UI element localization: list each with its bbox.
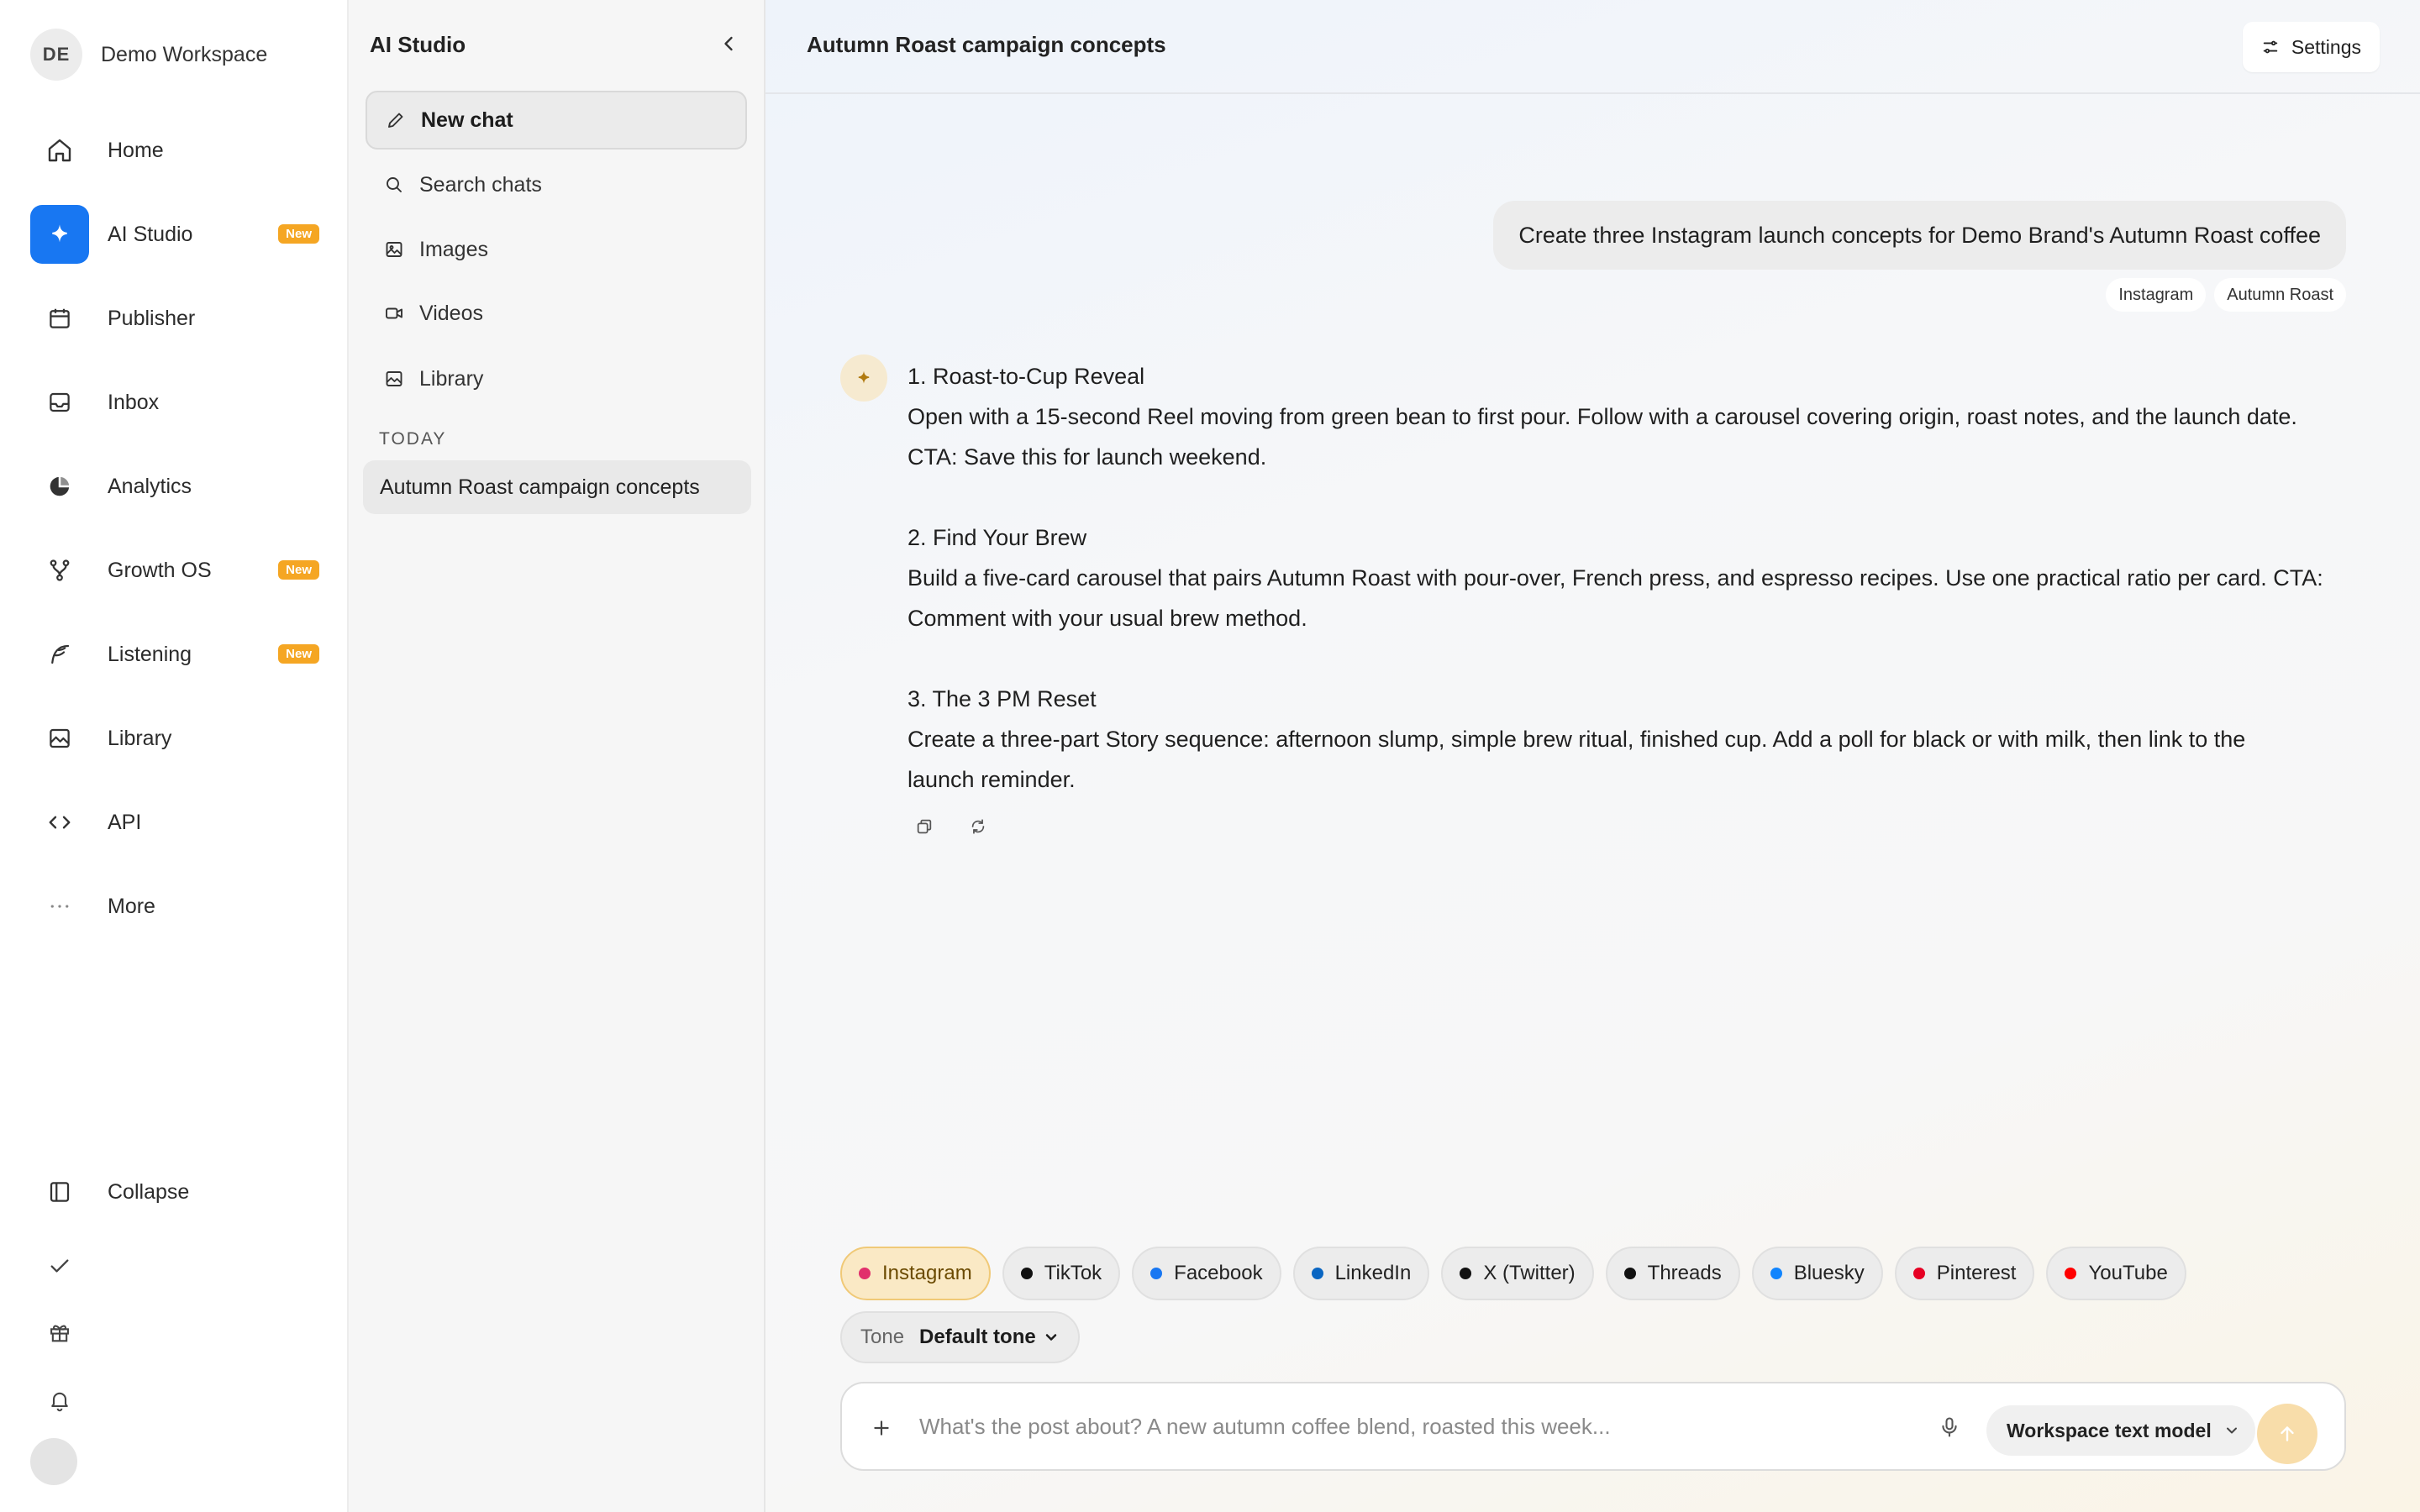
concept-title: 1. Roast-to-Cup Reveal (908, 364, 1145, 389)
concept-body: Open with a 15-second Reel moving from green bean to first pour. Follow with a carousel covering origin, roast notes, and the launch date. (908, 404, 2297, 429)
nav-label-growth-os: Growth OS (108, 558, 212, 582)
chevron-left-icon[interactable] (717, 32, 740, 55)
workspace-avatar: DE (30, 29, 82, 81)
settings-label: Settings (2291, 35, 2361, 58)
status-dot (2065, 1268, 2076, 1279)
message-actions (915, 817, 987, 836)
chat-list-panel (349, 0, 765, 1512)
search-icon (384, 175, 404, 195)
new-chat-label: New chat (421, 108, 513, 132)
platform-chip-tiktok[interactable] (1002, 1247, 1120, 1300)
nav-label-api: API (108, 810, 142, 834)
nav-item-publisher[interactable] (30, 289, 324, 348)
nav-label-ai-studio: AI Studio (108, 222, 193, 246)
microphone-icon[interactable] (1938, 1415, 1961, 1439)
videos-link[interactable] (366, 284, 747, 343)
user-avatar[interactable] (30, 1438, 77, 1485)
platform-chip-youtube[interactable] (2046, 1247, 2186, 1300)
nav-item-library[interactable] (30, 709, 324, 768)
nav-item-growth-os[interactable] (30, 541, 324, 600)
status-dot (859, 1268, 871, 1279)
status-dot (1770, 1268, 1782, 1279)
nav-item-ai-studio[interactable] (30, 205, 324, 264)
new-badge: New (278, 644, 319, 664)
status-dot (1913, 1268, 1925, 1279)
platform-chip-x[interactable] (1441, 1247, 1593, 1300)
video-icon (384, 303, 404, 323)
image-icon (30, 709, 89, 768)
platform-label: LinkedIn (1334, 1262, 1412, 1284)
platform-chip-threads[interactable] (1606, 1247, 1740, 1300)
chat-main (765, 0, 2420, 1512)
platform-label: Bluesky (1793, 1262, 1865, 1284)
nav-label-inbox: Inbox (108, 390, 160, 414)
home-icon (30, 121, 89, 180)
new-chat-button[interactable] (366, 91, 747, 150)
videos-label: Videos (419, 301, 483, 325)
calendar-icon (30, 289, 89, 348)
nav-item-api[interactable] (30, 793, 324, 852)
model-selector[interactable] (1986, 1405, 2255, 1456)
pencil-icon (386, 110, 406, 130)
sparkle-icon (855, 370, 872, 386)
concept-body: Comment with your usual brew method. (908, 606, 1307, 631)
concept-title: 3. The 3 PM Reset (908, 686, 1097, 711)
platform-label: X (Twitter) (1483, 1262, 1576, 1284)
plus-icon[interactable] (871, 1417, 892, 1439)
nav-label-home: Home (108, 138, 164, 162)
status-dot (1460, 1268, 1471, 1279)
copy-icon[interactable] (915, 817, 934, 836)
message-composer (840, 1382, 2346, 1471)
tone-label: Tone (860, 1326, 905, 1348)
images-label: Images (419, 237, 488, 261)
message-tags (2106, 278, 2346, 312)
more-icon (30, 877, 89, 936)
nav-item-analytics[interactable] (30, 457, 324, 516)
chat-title: Autumn Roast campaign concepts (807, 32, 1166, 57)
chevron-down-icon (1043, 1329, 1060, 1346)
chat-header (765, 0, 2420, 94)
primary-nav (0, 0, 349, 1512)
nav-label-library: Library (108, 726, 172, 750)
collapse-label: Collapse (108, 1179, 190, 1204)
status-dot (1624, 1268, 1636, 1279)
platform-label: TikTok (1044, 1262, 1102, 1284)
platform-chip-linkedin[interactable] (1293, 1247, 1430, 1300)
status-dot (1150, 1268, 1162, 1279)
bell-icon[interactable] (30, 1371, 89, 1430)
nav-label-publisher: Publisher (108, 306, 196, 330)
platform-chip-facebook[interactable] (1132, 1247, 1281, 1300)
workspace-switcher[interactable] (30, 29, 267, 81)
send-button[interactable] (2257, 1404, 2317, 1464)
message-tag: Autumn Roast (2214, 278, 2346, 312)
status-dot (1021, 1268, 1033, 1279)
nav-label-listening: Listening (108, 642, 192, 666)
branch-icon (30, 541, 89, 600)
search-chats-button[interactable] (366, 155, 747, 214)
section-heading-today: TODAY (379, 429, 447, 449)
image-icon (384, 239, 404, 260)
collapse-button[interactable] (30, 1163, 324, 1221)
tone-selector[interactable] (840, 1311, 1080, 1363)
nav-item-more[interactable] (30, 877, 324, 936)
library-link[interactable] (366, 349, 747, 408)
platform-chip-bluesky[interactable] (1752, 1247, 1883, 1300)
platform-label: YouTube (2088, 1262, 2168, 1284)
nav-item-home[interactable] (30, 121, 324, 180)
concept-body: launch reminder. (908, 767, 1076, 792)
new-badge: New (278, 560, 319, 580)
sliders-icon (2261, 38, 2280, 56)
platform-chip-pinterest[interactable] (1895, 1247, 2035, 1300)
model-label: Workspace text model (2007, 1419, 2212, 1441)
arrow-up-icon (2276, 1423, 2298, 1445)
inbox-icon (30, 373, 89, 432)
nav-label-analytics: Analytics (108, 474, 192, 498)
chat-list-item[interactable]: Autumn Roast campaign concepts (363, 460, 751, 514)
concept-body: Build a five-card carousel that pairs Autumn Roast with pour-over, French press, and espresso recipes. Use one practical ratio per card. CTA: (908, 565, 2323, 591)
nav-item-listening[interactable] (30, 625, 324, 684)
regenerate-icon[interactable] (969, 817, 987, 836)
assistant-avatar (840, 354, 887, 402)
pie-chart-icon (30, 457, 89, 516)
sparkle-icon (30, 205, 89, 264)
search-chats-label: Search chats (419, 172, 542, 197)
concept-body: Create a three-part Story sequence: afternoon slump, simple brew ritual, finished cup. Add a poll for black or with milk, then link to the (908, 727, 2246, 752)
chevron-down-icon (2223, 1422, 2240, 1439)
platform-label: Threads (1647, 1262, 1722, 1284)
settings-button[interactable] (2243, 22, 2380, 72)
library-label: Library (419, 366, 484, 391)
workspace-name: Demo Workspace (101, 42, 268, 66)
platform-label: Pinterest (1936, 1262, 2017, 1284)
feather-icon (30, 625, 89, 684)
concept-body: CTA: Save this for launch weekend. (908, 444, 1267, 470)
panel-title: AI Studio (370, 32, 466, 57)
checkmark-icon[interactable] (30, 1236, 89, 1295)
platform-label: Instagram (882, 1262, 972, 1284)
platform-label: Facebook (1174, 1262, 1263, 1284)
gift-icon[interactable] (30, 1304, 89, 1362)
assistant-message (908, 356, 2353, 800)
nav-item-inbox[interactable] (30, 373, 324, 432)
platform-selector (840, 1247, 2186, 1300)
user-message-bubble: Create three Instagram launch concepts for Demo Brand's Autumn Roast coffee (1493, 201, 2346, 270)
new-badge: New (278, 224, 319, 244)
library-icon (384, 369, 404, 389)
nav-label-more: More (108, 894, 155, 918)
concept-title: 2. Find Your Brew (908, 525, 1087, 550)
status-dot (1312, 1268, 1323, 1279)
code-icon (30, 793, 89, 852)
images-link[interactable] (366, 220, 747, 279)
sidebar-toggle-icon (30, 1163, 89, 1221)
post-topic-input[interactable] (919, 1405, 1911, 1447)
platform-chip-instagram[interactable] (840, 1247, 991, 1300)
tone-value: Default tone (919, 1326, 1036, 1348)
message-tag: Instagram (2106, 278, 2206, 312)
